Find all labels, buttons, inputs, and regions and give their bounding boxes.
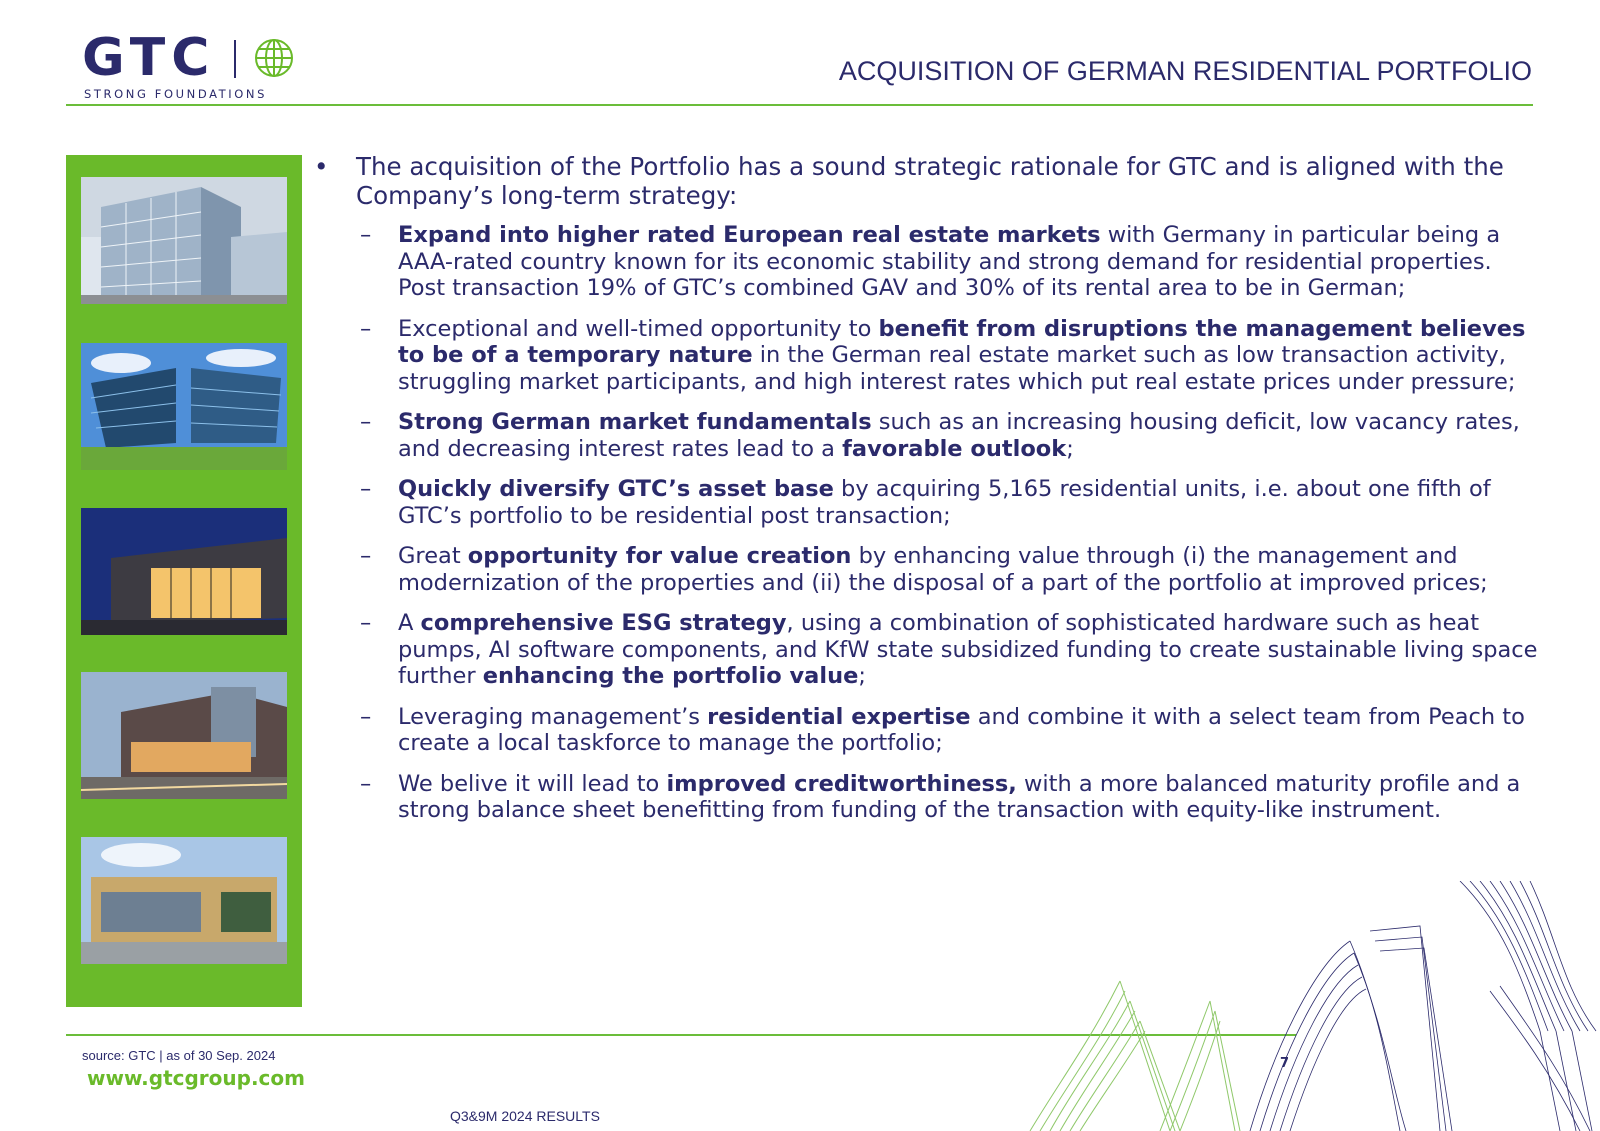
page-number: 7 — [1280, 1056, 1290, 1071]
item-text: by enhancing value through (i) the management and modernization of the properties and (ii) the disposal of a part of the portfolio at improved prices; — [398, 543, 1488, 596]
item-text: in the German real estate market such as low transaction activity, struggling market participants, and high interest rates which put real estate prices under pressure; — [398, 342, 1516, 395]
globe-icon — [254, 38, 294, 78]
item-text: and combine it with a select team from Peach to create a local taskforce to manage the portfolio; — [398, 703, 1525, 756]
item-bold-text: opportunity for value creation — [467, 543, 852, 569]
rationale-item — [314, 476, 1544, 529]
rationale-list — [314, 222, 1544, 824]
item-bold-text: benefit from disruptions the management believes to be of a temporary nature — [398, 315, 1526, 368]
item-bold-text: Expand into higher rated European real estate markets — [398, 222, 1101, 248]
rationale-item — [314, 316, 1544, 396]
item-text: with a more balanced maturity profile and a strong balance sheet benefitting from funding of the transaction with equity-like instrument. — [398, 770, 1521, 823]
item-text: such as an increasing housing deficit, low vacancy rates, and decreasing interest rates lead to a — [398, 409, 1520, 462]
building-photo-office-modern — [81, 343, 287, 470]
item-text: We belive it will lead to — [398, 770, 667, 797]
item-text: Leveraging management’s — [398, 703, 708, 730]
header-divider — [66, 104, 1533, 106]
building-photo-mall-night — [81, 508, 287, 635]
gtc-logo — [82, 28, 312, 102]
item-bold-text: comprehensive ESG strategy — [420, 610, 787, 636]
item-text: ; — [1066, 435, 1074, 462]
item-bold-text: improved creditworthiness, — [666, 770, 1017, 797]
logo-tagline: STRONG FOUNDATIONS — [84, 87, 268, 101]
item-bold-text: Strong German market fundamentals — [398, 409, 872, 435]
item-bold-text: favorable outlook — [842, 435, 1067, 462]
slide-title: ACQUISITION OF GERMAN RESIDENTIAL PORTFOLIO — [838, 56, 1532, 86]
rationale-item — [314, 543, 1544, 596]
rationale-item — [314, 771, 1544, 824]
logo-divider — [234, 40, 236, 78]
rationale-item — [314, 610, 1544, 690]
item-text: with Germany in particular being a AAA-rated country known for its economic stability and strong demand for residential properties. Post transaction 19% of GTC’s combined GAV and 30% of its rental area to be in German; — [398, 222, 1501, 301]
item-text: Exceptional and well-timed opportunity to — [398, 315, 879, 342]
item-bold-text: residential expertise — [707, 703, 971, 730]
decorative-buildings-graphic — [1020, 881, 1600, 1131]
main-content — [314, 152, 1544, 838]
source-note: source: GTC | as of 30 Sep. 2024 — [82, 1048, 276, 1063]
rationale-item — [314, 704, 1544, 757]
building-photo-shopping-center — [81, 837, 287, 964]
item-text: Great — [398, 543, 468, 569]
rationale-item — [314, 222, 1544, 302]
logo-wordmark: GTC — [82, 28, 216, 88]
results-label: Q3&9M 2024 RESULTS — [450, 1108, 600, 1124]
building-photo-mall-street — [81, 672, 287, 799]
item-text: , using a combination of sophisticated hardware such as heat pumps, AI software components, and KfW state subsidized funding to create sustainable living space further — [398, 610, 1538, 689]
website-link[interactable]: www.gtcgroup.com — [87, 1066, 305, 1090]
item-text: A — [398, 610, 421, 636]
item-bold-text: Quickly diversify GTC’s asset base — [398, 476, 834, 502]
item-text: by acquiring 5,165 residential units, i.e. about one fifth of GTC’s portfolio to be residential post transaction; — [398, 476, 1491, 529]
rationale-item — [314, 409, 1544, 462]
item-text: ; — [858, 663, 866, 689]
building-photo-office-glass — [81, 177, 287, 304]
photo-column — [66, 155, 302, 1007]
intro-bullet: • The acquisition of the Portfolio has a sound strategic rationale for GTC and is aligned with the Company’s long-term strategy: — [314, 152, 1544, 210]
item-bold-text: enhancing the portfolio value — [482, 663, 859, 689]
